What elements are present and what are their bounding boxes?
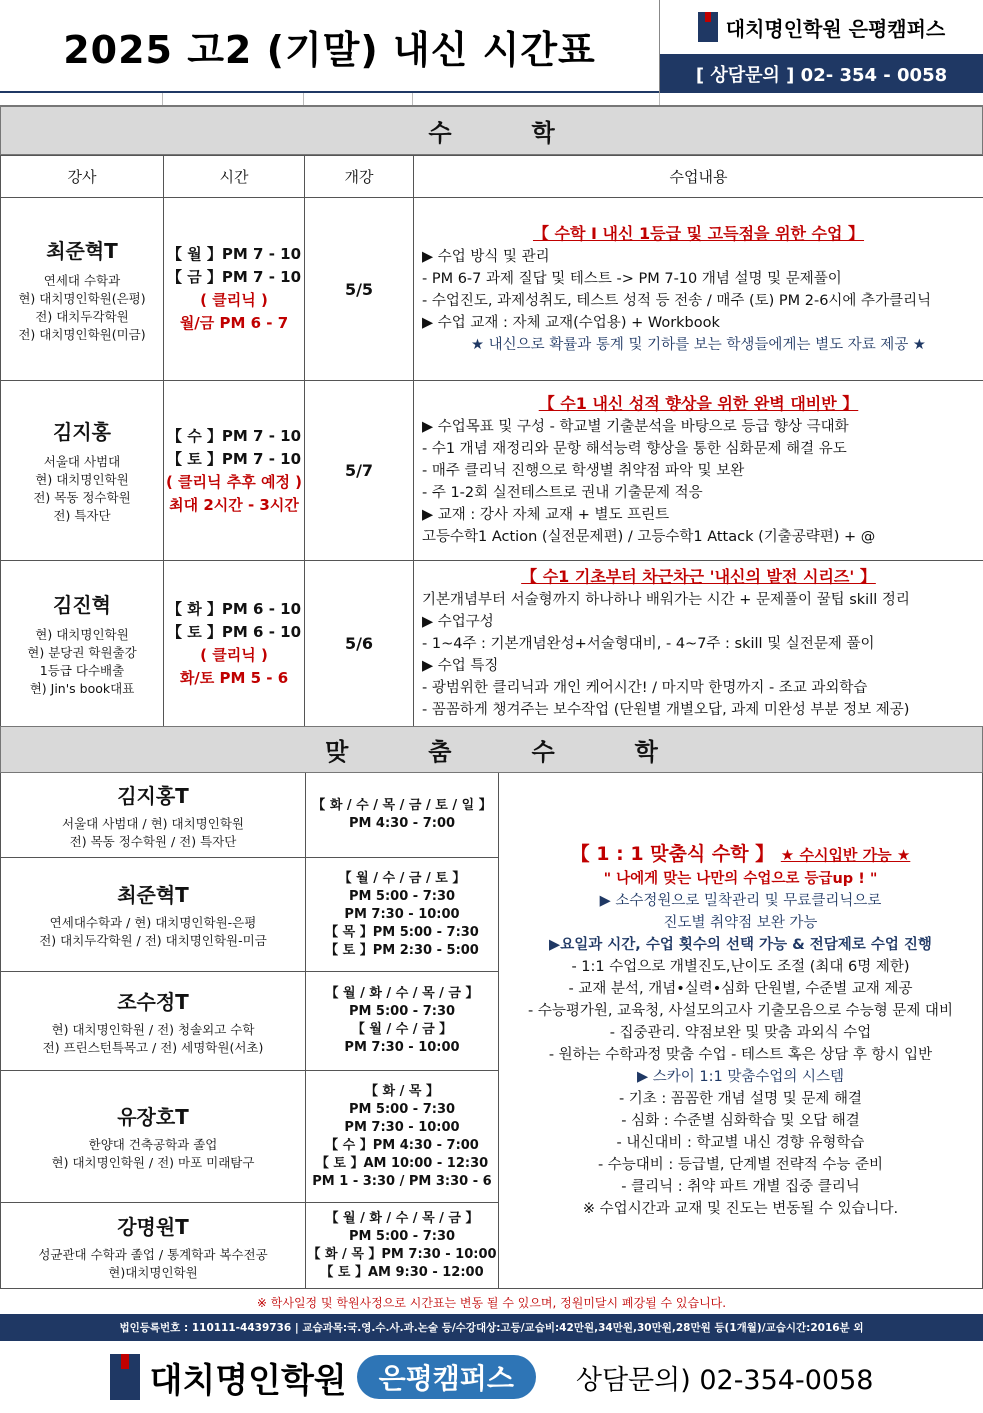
custom-highlight-line: ▶ 소수정원으로 밀착관리 및 무료클리닉으로 xyxy=(599,892,882,909)
bio-line: 연세대 수학과 xyxy=(43,272,121,288)
table-header-row xyxy=(1,156,983,198)
class-time: 【 토 】PM 7 - 10 xyxy=(166,449,302,468)
teacher-name: 김지홍T xyxy=(117,783,189,808)
teacher-name: 조수정T xyxy=(117,989,189,1014)
class-time: 【 토 】AM 9:30 - 12:00 xyxy=(320,1265,484,1280)
teacher-bio xyxy=(5,272,159,344)
custom-teacher-card xyxy=(1,1071,305,1203)
content-line: - 꼼꼼하게 챙겨주는 보수작업 (단원별 개별오답, 과제 미완성 부분 정보 제공) xyxy=(422,702,910,718)
table-row xyxy=(1,561,983,727)
bio-line: 한양대 건축공학과 졸업 xyxy=(88,1137,218,1152)
content-line: - 수업진도, 과제성취도, 테스트 성적 등 전송 / 매주 (토) PM 2-6시에 추가클리닉 xyxy=(422,292,932,309)
schedule-notice: ※ 학사일정 및 학원사정으로 시간표는 변동 될 수 있으며, 정원미달시 폐강될 수 있습니다. xyxy=(256,1295,727,1310)
content-line: ▶ 교재 : 강사 자체 교재 + 별도 프린트 xyxy=(422,507,670,523)
content-line: ▶ 수업 특징 xyxy=(422,658,499,674)
course-headline: 【 수1 내신 성적 향상을 위한 완벽 대비반 】 xyxy=(538,394,859,413)
custom-headline-badge: ★ 수시입반 가능 ★ xyxy=(780,845,911,864)
custom-time-cell xyxy=(305,1203,499,1289)
custom-teacher-card xyxy=(1,773,305,858)
custom-time-cell xyxy=(305,972,499,1071)
course-content xyxy=(414,198,983,381)
content-line: - 1~4주 : 기본개념완성+서술형대비, - 4~7주 : skill 및 실전문제 풀이 xyxy=(422,636,875,652)
bio-line: 서울대 사범대 / 현) 대치명인학원 xyxy=(62,815,244,831)
math-schedule-table xyxy=(0,155,983,727)
bio-line: 전) 프린스턴특목고 / 전) 세명학원(서초) xyxy=(42,1039,264,1055)
class-time: 【 수 】PM 7 - 10 xyxy=(166,426,302,445)
bio-line: 전) 대치두각학원 xyxy=(35,308,129,324)
math-section-header xyxy=(0,106,983,155)
custom-system-item: - 심화 : 수준별 심화학습 및 오답 해결 xyxy=(621,1112,860,1129)
class-time: PM 4:30 - 7:00 xyxy=(348,816,456,831)
class-time: 【 토 】PM 2:30 - 5:00 xyxy=(325,942,479,958)
bio-line: 연세대수학과 / 현) 대치명인학원-은평 xyxy=(49,915,257,930)
custom-time-cell xyxy=(305,773,499,858)
teacher-name: 최준혁T xyxy=(117,883,189,907)
clinic-time: 화/토 PM 5 - 6 xyxy=(179,668,289,687)
bio-line: 현) 대치명인학원 xyxy=(35,472,129,487)
class-time: 【 화 】PM 6 - 10 xyxy=(166,599,302,618)
academy-name: 대치명인학원 은평캠퍼스 xyxy=(725,16,946,41)
custom-tagline: " 나에게 맞는 나만의 수업으로 등급up ! " xyxy=(603,870,878,887)
custom-math-panel xyxy=(0,773,983,1289)
custom-headline xyxy=(571,843,911,866)
class-time: 【 월 / 수 / 금 】 xyxy=(351,1022,453,1037)
class-time: 【 토 】PM 6 - 10 xyxy=(166,622,302,641)
bio-line: 현) 대치명인학원 / 전) 청솔외고 수학 xyxy=(51,1021,255,1037)
class-time: PM 1 - 3:30 / PM 3:30 - 6 xyxy=(312,1173,492,1189)
custom-feature-line: - 1:1 수업으로 개별진도,난이도 조절 (최대 6명 제한) xyxy=(571,958,910,975)
brand-name: 대치명인학원 xyxy=(149,1360,347,1401)
class-time: PM 5:00 - 7:30 xyxy=(348,1101,456,1117)
custom-feature-line: - 수능평가원, 교육청, 사설모의고사 기출모음으로 수능형 문제 대비 xyxy=(528,1002,953,1019)
start-date: 5/6 xyxy=(305,561,414,727)
content-line: ▶ 수업구성 xyxy=(422,614,494,630)
class-time: PM 7:30 - 10:00 xyxy=(344,906,460,922)
clinic-time: 월/금 PM 6 - 7 xyxy=(179,314,289,332)
content-line: 기본개념부터 서술형까지 하나하나 배워가는 시간 + 문제풀이 꿀팁 skill 정리 xyxy=(422,592,910,608)
column-header-teacher: 강사 xyxy=(1,156,164,198)
teacher-name: 강명원T xyxy=(117,1214,189,1239)
academy-logo xyxy=(660,0,983,54)
course-headline: 【 수1 기초부터 차근차근 '내신의 발전 시리즈' 】 xyxy=(521,567,876,586)
logo-mark-icon xyxy=(110,1354,140,1400)
content-line: - 주 1-2회 실전테스트로 권내 기출문제 적응 xyxy=(422,485,703,501)
custom-feature-line: - 집중관리. 약점보완 및 맞춤 과외식 수업 xyxy=(609,1024,872,1041)
bio-line: 전) 목동 정수학원 xyxy=(33,490,131,505)
custom-teacher-card xyxy=(1,972,305,1071)
bio-line: 현) Jin's book대표 xyxy=(29,681,135,696)
bio-line: 서울대 사범대 xyxy=(43,454,121,469)
custom-time-cell xyxy=(305,858,499,972)
time-cell xyxy=(164,561,305,727)
content-line: 고등수학1 Action (실전문제편) / 고등수학1 Attack (기출공략편) + @ xyxy=(422,529,876,545)
custom-course-description xyxy=(499,773,982,1289)
custom-choice-line: ▶요일과 시간, 수업 횟수의 선택 가능 & 전담제로 수업 진행 xyxy=(549,936,932,953)
custom-teacher-card xyxy=(1,858,305,972)
content-line: - PM 6-7 과제 질답 및 테스트 -> PM 7-10 개념 설명 및 문제풀이 xyxy=(422,270,842,287)
custom-math-section-header xyxy=(0,726,983,773)
teacher-cell xyxy=(1,381,164,561)
class-time: 【 월 / 화 / 수 / 목 / 금 】 xyxy=(325,986,479,1001)
bio-line: 전) 목동 정수학원 / 전) 특자단 xyxy=(69,833,237,849)
custom-highlight-line: 진도별 취약점 보완 가능 xyxy=(663,914,818,931)
logo-mark-icon xyxy=(698,12,718,42)
column-header-content: 수업내용 xyxy=(414,156,983,198)
content-line: ▶ 수업목표 및 구성 - 학교별 기출분석을 바탕으로 등급 향상 극대화 xyxy=(422,419,849,435)
custom-time-cell xyxy=(305,1071,499,1203)
bio-line: 현) 대치명인학원(은평) xyxy=(18,290,146,306)
class-time: PM 5:00 - 7:30 xyxy=(348,1229,456,1244)
teacher-name: 김지홍 xyxy=(53,420,111,444)
content-line: - 광범위한 클리닉과 개인 케어시간! / 마지막 한명까지 - 조교 과외학습 xyxy=(422,680,868,696)
class-time: 【 금 】PM 7 - 10 xyxy=(166,268,302,286)
class-time: PM 5:00 - 7:30 xyxy=(348,1004,456,1019)
bio-line: 현)대치명인학원 xyxy=(108,1264,198,1280)
time-cell xyxy=(164,381,305,561)
math-section-title: 수학 xyxy=(428,119,635,147)
custom-system-item: - 수능대비 : 등급별, 단계별 전략적 수능 준비 xyxy=(597,1156,884,1173)
bio-line: 현) 대치명인학원 xyxy=(35,627,129,642)
bio-line: 현) 대치명인학원 / 전) 마포 미래탐구 xyxy=(51,1155,255,1170)
class-time: 【 월 / 수 / 금 / 토 】 xyxy=(338,870,466,886)
start-date: 5/5 xyxy=(305,198,414,381)
column-header-time: 시간 xyxy=(164,156,305,198)
class-time: 【 월 / 화 / 수 / 목 / 금 】 xyxy=(325,1211,479,1226)
contact-phone: [ 상담문의 ] 02- 354 - 0058 xyxy=(660,54,983,93)
class-time: PM 7:30 - 10:00 xyxy=(344,1040,460,1055)
clinic-label: ( 클리닉 ) xyxy=(200,291,268,309)
content-line: - 수1 개념 재정리와 문항 해석능력 향상을 통한 심화문제 해결 유도 xyxy=(422,441,847,457)
course-headline: 【 수학 Ⅰ 내신 1등급 및 고득점을 위한 수업 】 xyxy=(532,223,865,243)
campus-badge: 은평캠퍼스 xyxy=(357,1355,536,1399)
content-star-note: ★ 내신으로 확률과 통계 및 기하를 보는 학생들에게는 별도 자료 제공 ★ xyxy=(471,336,926,353)
custom-note: ※ 수업시간과 교재 및 진도는 변동될 수 있습니다. xyxy=(582,1200,899,1217)
class-time: 【 월 】PM 7 - 10 xyxy=(166,245,302,263)
class-time: PM 5:00 - 7:30 xyxy=(348,888,456,904)
clinic-time: 최대 2시간 - 3시간 xyxy=(169,495,299,514)
class-time: 【 목 】PM 5:00 - 7:30 xyxy=(325,924,479,940)
custom-system-item: - 기초 : 꼼꼼한 개념 설명 및 문제 해결 xyxy=(618,1090,863,1107)
time-cell xyxy=(164,198,305,381)
bio-line: 전) 대치명인학원(미금) xyxy=(18,326,146,342)
bio-line: 성균관대 수학과 졸업 / 통계학과 복수전공 xyxy=(38,1246,268,1262)
bio-line: 전) 특자단 xyxy=(53,508,111,523)
bio-line: 1등급 다수배출 xyxy=(39,663,125,678)
registration-bar: 법인등록번호 : 110111-4439736 | 교습과목:국.영.수.사.과.논술 등/수강대상:고등/교습비:42만원,34만원,30만원,28만원 등(1개월)/교습시간:2016분 외 xyxy=(0,1314,983,1341)
teacher-cell xyxy=(1,198,164,381)
class-time: 【 화 / 목 】PM 7:30 - 10:00 xyxy=(307,1247,497,1262)
footer-logo xyxy=(0,1341,983,1413)
custom-system-item: - 내신대비 : 학교별 내신 경향 유형학습 xyxy=(616,1134,865,1151)
class-time: 【 화 / 목 】 xyxy=(365,1083,439,1099)
class-time: 【 토 】AM 10:00 - 12:30 xyxy=(315,1155,489,1171)
bio-line: 전) 대치두각학원 / 전) 대치명인학원-미금 xyxy=(39,933,267,948)
start-date: 5/7 xyxy=(305,381,414,561)
teacher-name: 최준혁T xyxy=(46,238,118,263)
class-time: 【 수 】PM 4:30 - 7:00 xyxy=(325,1137,479,1153)
teacher-cell xyxy=(1,561,164,727)
custom-headline-text: 【 1 : 1 맞춤식 수학 】 xyxy=(570,842,775,865)
class-time: 【 화 / 수 / 목 / 금 / 토 / 일 】 xyxy=(312,798,492,813)
custom-feature-line: - 원하는 수학과정 맞춤 수업 - 테스트 혹은 상담 후 항시 입반 xyxy=(548,1046,933,1063)
teacher-name: 유장호T xyxy=(117,1105,189,1129)
teacher-name: 김진혁 xyxy=(53,593,111,617)
custom-math-section-title: 맞춤수학 xyxy=(325,738,738,766)
custom-feature-line: - 교재 분석, 개념•실력•심화 단원별, 수준별 교재 제공 xyxy=(568,980,913,997)
header xyxy=(0,0,983,93)
page-title: 2025 고2 (기말) 내신 시간표 xyxy=(0,0,660,93)
custom-system-heading: ▶ 스카이 1:1 맞춤수업의 시스템 xyxy=(637,1068,844,1085)
custom-system-item: - 클리닉 : 취약 파트 개별 집중 클리닉 xyxy=(621,1178,860,1195)
course-content xyxy=(414,561,983,727)
class-time: PM 7:30 - 10:00 xyxy=(344,1119,460,1135)
content-line: ▶ 수업 방식 및 관리 xyxy=(422,248,550,265)
footer-contact: 상담문의) 02-354-0058 xyxy=(575,1364,874,1396)
column-header-start: 개강 xyxy=(305,156,414,198)
bio-line: 현) 분당권 학원출강 xyxy=(27,645,137,660)
content-line: ▶ 수업 교재 : 자체 교재(수업용) + Workbook xyxy=(422,314,720,331)
clinic-label: ( 클리닉 ) xyxy=(200,645,268,664)
teacher-bio xyxy=(5,626,159,698)
table-row xyxy=(1,381,983,561)
custom-teacher-card xyxy=(1,1203,305,1289)
content-line: - 매주 클리닉 진행으로 학생별 취약점 파악 및 보완 xyxy=(422,463,745,479)
teacher-bio xyxy=(5,453,159,525)
course-content xyxy=(414,381,983,561)
divider xyxy=(0,93,983,106)
table-row xyxy=(1,198,983,381)
clinic-label: ( 클리닉 추후 예정 ) xyxy=(165,472,303,491)
